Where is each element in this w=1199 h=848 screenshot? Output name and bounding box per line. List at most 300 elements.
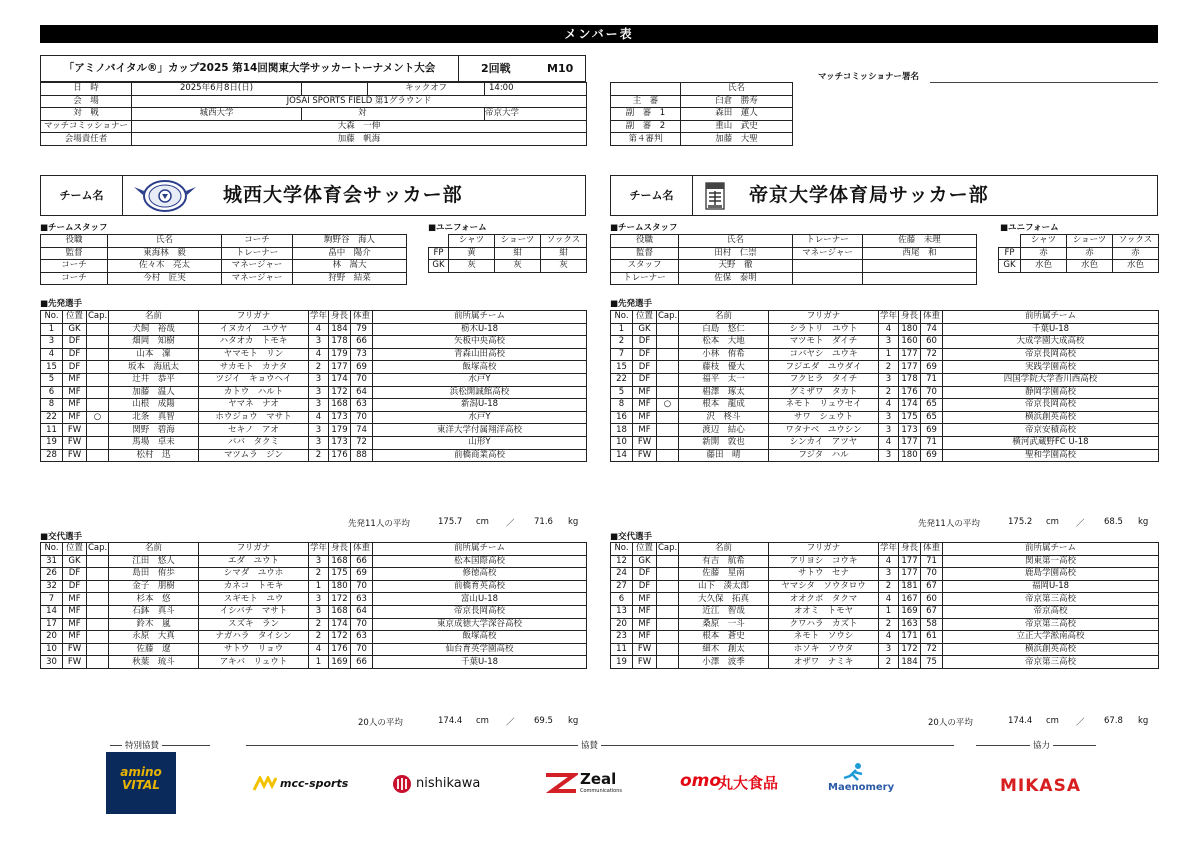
column-header: 位置 [633,311,657,324]
player-kana: オザワ ナミキ [769,656,879,669]
player-weight: 60 [921,336,943,349]
player-kana: イヌカイ ユウヤ [199,323,309,336]
player-captain [87,449,109,462]
player-number: 19 [41,436,63,449]
player-name: 北条 真智 [109,411,199,424]
player-captain [87,568,109,581]
player-weight: 79 [351,323,373,336]
home-uniform-table: シャツ ショーツ ソックス FP 黄 紺 紺 GK 灰 灰 灰 [428,234,587,273]
player-height: 172 [329,631,351,644]
column-header: フリガナ [199,543,309,556]
home-subs-table [40,542,587,669]
player-height: 160 [899,336,921,349]
player-previous-team: 修徳高校 [373,568,587,581]
player-captain [657,618,679,631]
home-staff-table [40,234,407,285]
player-number: 12 [611,555,633,568]
player-kana: マツムラ ジン [199,449,309,462]
player-captain [87,631,109,644]
player-position: MF [633,424,657,437]
home-team-name: 城西大学体育会サッカー部 [223,184,463,206]
player-weight: 67 [921,580,943,593]
player-row [611,555,1159,568]
column-header: 体重 [921,311,943,324]
uniform-row: GK 灰 灰 灰 [429,260,587,273]
player-previous-team: 帝京安積高校 [943,424,1159,437]
uniform-row: FP 黄 紺 紺 [429,247,587,260]
player-previous-team: 四国学院大学香川西高校 [943,373,1159,386]
player-grade: 1 [309,580,329,593]
player-captain [87,336,109,349]
player-captain [87,593,109,606]
away-team-label: チーム名 [611,176,693,215]
nishikawa-mark-icon [392,774,412,794]
player-number: 17 [41,618,63,631]
player-name: 鈴木 嵐 [109,618,199,631]
player-name: 江田 悠人 [109,555,199,568]
player-weight: 58 [921,618,943,631]
player-grade: 2 [309,449,329,462]
player-position: GK [63,323,87,336]
player-weight: 61 [921,631,943,644]
column-header: 前所属チーム [373,311,587,324]
table-header-row [41,311,587,324]
player-previous-team: 帝京長岡高校 [943,399,1159,412]
player-position: DF [633,373,657,386]
player-captain [657,336,679,349]
player-height: 174 [329,373,351,386]
player-weight: 70 [921,568,943,581]
column-header: No. [611,311,633,324]
amino-vital-logo: amino VITAL [106,752,176,814]
player-kana: ヤマシタ ソウタロウ [769,580,879,593]
player-captain [657,580,679,593]
special-sponsor-label: 特別協賛 [122,739,162,751]
player-kana: ツジイ キョウヘイ [199,373,309,386]
away-starters-heading: ■先発選手 [610,299,653,309]
player-position: MF [63,373,87,386]
player-captain [657,436,679,449]
player-grade: 3 [879,568,899,581]
player-position: DF [63,336,87,349]
zeal-logo: Zeal Communications [544,770,639,798]
player-number: 7 [41,593,63,606]
player-position: FW [633,643,657,656]
player-captain [657,424,679,437]
player-row [611,348,1159,361]
column-header: 前所属チーム [943,311,1159,324]
player-weight: 73 [351,348,373,361]
player-number: 6 [41,386,63,399]
player-weight: 66 [351,656,373,669]
match-info-table [40,82,587,146]
player-captain [87,618,109,631]
player-position: FW [63,449,87,462]
player-height: 184 [329,323,351,336]
player-number: 10 [611,436,633,449]
player-captain [657,386,679,399]
player-grade: 2 [879,580,899,593]
staff-row: 役職 氏名 コーチ 駒野谷 海人 [41,235,407,248]
player-kana: ワタナベ ユウシン [769,424,879,437]
player-row [41,436,587,449]
player-position: GK [633,555,657,568]
column-header: 前所属チーム [943,543,1159,556]
cooperation-label: 協力 [1030,739,1053,751]
player-previous-team: 青森山田高校 [373,348,587,361]
player-weight: 70 [351,580,373,593]
player-name: 永原 大真 [109,631,199,644]
player-row [611,386,1159,399]
player-name: 小林 侑希 [679,348,769,361]
staff-row: 役職 氏名 トレーナー 佐藤 未理 [611,235,977,248]
player-row [611,449,1159,462]
player-captain: ○ [657,399,679,412]
player-position: DF [63,580,87,593]
home-team-label: チーム名 [41,176,123,215]
player-grade: 3 [879,449,899,462]
player-height: 177 [329,361,351,374]
staff-row: スタッフ 天野 徹 [611,260,977,273]
away-staff-heading: ■チームスタッフ [610,223,678,233]
player-height: 180 [899,323,921,336]
player-grade: 4 [309,323,329,336]
player-kana: サカモト カナタ [199,361,309,374]
player-weight: 60 [921,593,943,606]
away-starters-table [610,310,1159,462]
player-grade: 3 [309,593,329,606]
home-staff-heading: ■チームスタッフ [40,223,108,233]
player-previous-team: 前橋商業高校 [373,449,587,462]
player-kana: オオクボ タクマ [769,593,879,606]
player-height: 177 [899,555,921,568]
commissioner-sign-label: マッチコミッショナー署名 [818,72,919,82]
column-header: 身長 [329,311,351,324]
player-position: DF [63,361,87,374]
player-name: 松村 迅 [109,449,199,462]
player-position: MF [63,386,87,399]
away-starters-average: 先発11人の平均 175.2 cm ／ 68.5 kg [918,517,1149,529]
player-height: 167 [899,593,921,606]
player-grade: 3 [879,424,899,437]
player-row [41,580,587,593]
player-grade: 3 [309,424,329,437]
column-header: 身長 [329,543,351,556]
player-number: 2 [611,336,633,349]
player-position: MF [633,411,657,424]
column-header: Cap. [658,311,678,322]
player-name: 細木 創太 [679,643,769,656]
player-kana: ネモト リュウセイ [769,399,879,412]
player-name: 沢 柊斗 [679,411,769,424]
player-row [41,399,587,412]
player-position: FW [633,449,657,462]
player-row [611,336,1159,349]
player-row [41,336,587,349]
player-height: 178 [329,336,351,349]
player-kana: ホソキ ソウタ [769,643,879,656]
player-previous-team: 横河武蔵野FC U-18 [943,436,1159,449]
player-number: 8 [611,399,633,412]
player-kana: サワ シュウト [769,411,879,424]
player-number: 7 [611,348,633,361]
player-position: DF [633,336,657,349]
column-header: 学年 [310,311,328,322]
player-height: 177 [899,361,921,374]
player-name: 山下 湊太郎 [679,580,769,593]
player-height: 173 [329,411,351,424]
player-position: FW [63,424,87,437]
player-weight: 71 [921,373,943,386]
player-row [611,424,1159,437]
player-grade: 3 [879,411,899,424]
player-previous-team: 矢板中央高校 [373,336,587,349]
column-header: 身長 [899,311,921,324]
column-header: 名前 [109,311,199,324]
player-previous-team: 山形Y [373,436,587,449]
player-height: 177 [899,348,921,361]
player-weight: 72 [921,348,943,361]
player-kana: シンカイ アツヤ [769,436,879,449]
player-height: 177 [899,568,921,581]
player-grade: 4 [879,399,899,412]
player-weight: 69 [351,361,373,374]
player-previous-team: 仙台育英学園高校 [373,643,587,656]
uniform-row: FP 赤 赤 赤 [999,247,1159,260]
column-header: No. [41,311,63,324]
player-height: 180 [329,580,351,593]
player-name: 藤枝 優大 [679,361,769,374]
staff-row: コーチ 今村 匠実 マネージャー 狩野 結菜 [41,272,407,285]
player-position: GK [633,323,657,336]
player-captain [87,436,109,449]
column-header: フリガナ [769,311,879,324]
player-grade: 3 [879,336,899,349]
player-number: 1 [611,323,633,336]
player-height: 177 [899,436,921,449]
player-weight: 70 [351,643,373,656]
player-name: 有吉 航希 [679,555,769,568]
player-name: 犬飼 裕哉 [109,323,199,336]
player-kana: フジエダ ユウダイ [769,361,879,374]
signature-line[interactable] [930,82,1158,83]
player-number: 5 [41,373,63,386]
home-starters-heading: ■先発選手 [40,299,83,309]
player-name: 藤田 晴 [679,449,769,462]
player-position: FW [63,656,87,669]
player-row [611,411,1159,424]
staff-row: トレーナー 佐保 泰明 [611,272,977,285]
column-header: 名前 [109,543,199,556]
player-number: 15 [611,361,633,374]
player-previous-team: 鹿島学園高校 [943,568,1159,581]
player-number: 31 [41,555,63,568]
runner-icon [838,762,868,784]
player-position: FW [63,436,87,449]
player-previous-team: 横浜創英高校 [943,643,1159,656]
home-total-average: 20人の平均 174.4 cm ／ 69.5 kg [358,716,579,728]
player-position: MF [633,618,657,631]
player-position: DF [633,348,657,361]
player-previous-team: 福岡U-18 [943,580,1159,593]
player-number: 22 [41,411,63,424]
player-grade: 4 [309,643,329,656]
column-header: No. [611,543,633,556]
player-weight: 72 [351,436,373,449]
player-grade: 1 [309,656,329,669]
player-position: MF [633,605,657,618]
player-position: DF [633,568,657,581]
player-captain [657,656,679,669]
player-grade: 2 [879,361,899,374]
player-number: 24 [611,568,633,581]
player-grade: 4 [309,348,329,361]
away-team-name: 帝京大学体育局サッカー部 [749,184,989,206]
player-grade: 3 [309,336,329,349]
player-name: 秋葉 琉斗 [109,656,199,669]
player-row [41,449,587,462]
player-height: 176 [329,643,351,656]
player-captain [657,323,679,336]
player-position: MF [63,399,87,412]
player-grade: 3 [309,373,329,386]
player-row [41,323,587,336]
player-height: 169 [329,656,351,669]
player-height: 168 [329,605,351,618]
player-position: DF [63,348,87,361]
player-captain [657,605,679,618]
player-number: 22 [611,373,633,386]
player-height: 169 [899,605,921,618]
player-name: 根本 蒼史 [679,631,769,644]
player-weight: 69 [921,424,943,437]
maenomery-logo: Maenomery [828,762,912,802]
player-name: 金子 朋樹 [109,580,199,593]
player-grade: 4 [879,593,899,606]
player-row [611,568,1159,581]
player-name: 関野 碧海 [109,424,199,437]
player-position: DF [633,580,657,593]
player-row [41,618,587,631]
player-captain [87,399,109,412]
player-kana: スギモト ユウ [199,593,309,606]
player-captain [87,555,109,568]
player-row [41,555,587,568]
player-grade: 4 [879,631,899,644]
player-kana: ヤマネ ナオ [199,399,309,412]
match-teams-row: 対 戦 城西大学 対 帝京大学 [41,108,587,121]
player-kana: オオミ トモヤ [769,605,879,618]
player-number: 16 [611,411,633,424]
player-previous-team: 立正大学淞南高校 [943,631,1159,644]
player-grade: 2 [309,631,329,644]
player-previous-team: 富山U-18 [373,593,587,606]
player-previous-team: 帝京第三高校 [943,593,1159,606]
player-previous-team: 実践学園高校 [943,361,1159,374]
player-previous-team: 横浜創英高校 [943,411,1159,424]
home-subs-heading: ■交代選手 [40,532,83,542]
player-kana: マツモト ダイチ [769,336,879,349]
player-weight: 66 [351,336,373,349]
player-grade: 3 [309,605,329,618]
referee-row: 副 審 2 重山 武史 [611,120,793,133]
player-kana: ナガハラ タイシン [199,631,309,644]
player-previous-team: 東洋大学付属翔洋高校 [373,424,587,437]
player-captain [657,411,679,424]
player-grade: 2 [879,618,899,631]
player-number: 23 [611,631,633,644]
player-row [611,399,1159,412]
player-number: 30 [41,656,63,669]
player-grade: 3 [309,399,329,412]
player-position: MF [63,618,87,631]
page-title: メンバー表 [40,25,1158,43]
player-row [41,361,587,374]
player-kana: サトウ セナ [769,568,879,581]
column-header: 体重 [351,543,373,556]
column-header: Cap. [88,311,108,322]
player-kana: ヤマモト リン [199,348,309,361]
player-kana: コバヤシ ユウキ [769,348,879,361]
player-grade: 3 [309,386,329,399]
player-weight: 66 [351,555,373,568]
player-number: 19 [611,656,633,669]
player-position: MF [63,593,87,606]
player-weight: 69 [921,361,943,374]
player-number: 3 [41,336,63,349]
player-captain [87,424,109,437]
player-kana: セキノ アオ [199,424,309,437]
player-name: 佐藤 星南 [679,568,769,581]
player-captain [87,323,109,336]
column-header: 身長 [899,543,921,556]
player-position: DF [63,568,87,581]
player-position: MF [63,605,87,618]
player-height: 168 [329,399,351,412]
player-kana: カトウ ハルト [199,386,309,399]
player-height: 176 [329,449,351,462]
player-weight: 65 [921,399,943,412]
player-captain [87,580,109,593]
player-number: 27 [611,580,633,593]
player-previous-team: 聖和学園高校 [943,449,1159,462]
home-team-emblem-icon [129,178,201,214]
player-name: 佐藤 遼 [109,643,199,656]
player-height: 174 [329,618,351,631]
player-height: 174 [899,399,921,412]
player-previous-team: 飯塚高校 [373,631,587,644]
player-row [611,631,1159,644]
player-grade: 4 [879,323,899,336]
player-kana: サトウ リョウ [199,643,309,656]
player-previous-team: 松本国際高校 [373,555,587,568]
player-position: MF [633,386,657,399]
player-name: 大久保 拓真 [679,593,769,606]
away-staff-table [610,234,977,285]
player-position: MF [633,399,657,412]
player-height: 179 [329,348,351,361]
player-weight: 63 [351,593,373,606]
player-number: 1 [41,323,63,336]
away-team-box [610,175,1158,216]
player-number: 8 [41,399,63,412]
away-total-average: 20人の平均 174.4 cm ／ 67.8 kg [928,716,1149,728]
player-previous-team: 飯塚高校 [373,361,587,374]
match-commissioner-row: マッチコミッショナー 大森 一伸 [41,120,587,133]
player-position: FW [633,436,657,449]
player-name: 根本 龍成 [679,399,769,412]
player-grade: 3 [309,555,329,568]
